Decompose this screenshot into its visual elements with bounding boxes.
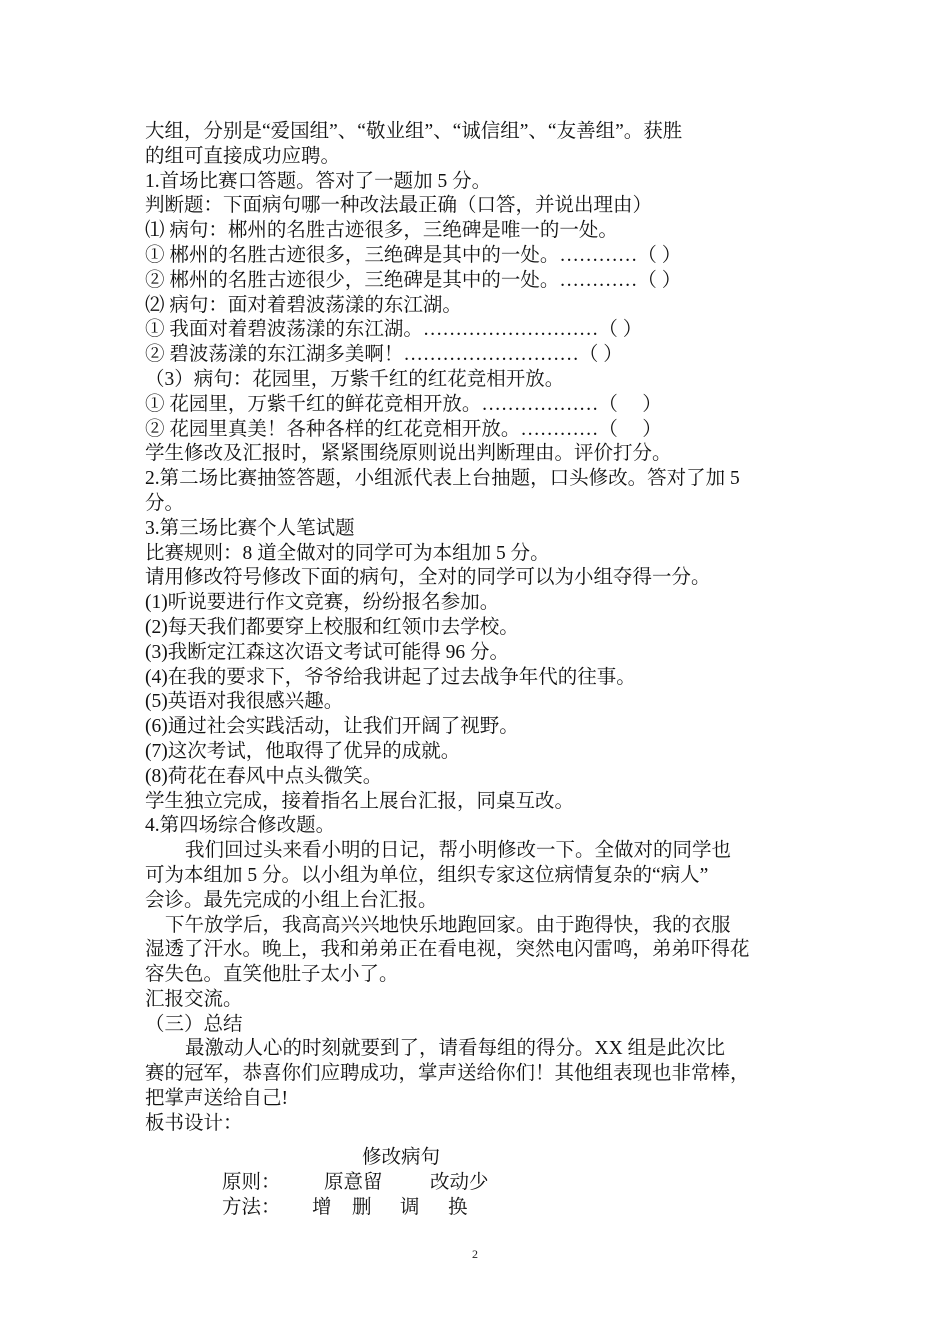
blackboard-item: 删 [352, 1197, 372, 1218]
text-line: 分。 [145, 492, 185, 514]
document-body [145, 120, 815, 1137]
option-line: ① 花园里，万紫千红的鲜花竞相开放。………………（ ） [145, 393, 662, 415]
blackboard-item: 原意留 [324, 1172, 383, 1193]
option-line: ① 郴州的名胜古迹很多，三绝碑是其中的一处。…………（ ） [145, 244, 682, 266]
blackboard-item: 改动少 [430, 1172, 489, 1193]
diary-line: 容失色。直笑他肚子太小了。 [145, 964, 399, 986]
sentence-item: (5)英语对我很感兴趣。 [145, 691, 344, 713]
question-line: （3）病句：花园里，万紫千红的红花竞相开放。 [145, 368, 565, 390]
page-number: 2 [472, 1247, 478, 1261]
text-line: 判断题：下面病句哪一种改法最正确（口答，并说出理由） [145, 195, 653, 217]
section-heading: 3.第三场比赛个人笔试题 [145, 517, 355, 539]
sentence-item: (6)通过社会实践活动，让我们开阔了视野。 [145, 716, 519, 738]
text-line: 请用修改符号修改下面的病句，全对的同学可以为小组夺得一分。 [145, 567, 711, 589]
blackboard-label: 方法： [222, 1197, 281, 1218]
blackboard-item: 换 [448, 1197, 468, 1218]
sentence-item: (2)每天我们都要穿上校服和红领巾去学校。 [145, 616, 519, 638]
sentence-item: (4)在我的要求下，爷爷给我讲起了过去战争年代的往事。 [145, 666, 636, 688]
blackboard-label: 原则： [222, 1172, 281, 1193]
text-line: 赛的冠军，恭喜你们应聘成功，掌声送给你们！其他组表现也非常棒， [145, 1063, 750, 1085]
text-line: 学生修改及汇报时，紧紧围绕原则说出判断理由。评价打分。 [145, 443, 672, 465]
text-line: 把掌声送给自己! [145, 1088, 288, 1110]
text-line: 汇报交流。 [145, 988, 243, 1010]
question-line: ⑴ 病句：郴州的名胜古迹很多，三绝碑是唯一的一处。 [145, 220, 618, 242]
option-line: ① 我面对着碧波荡漾的东江湖。………………………（ ） [145, 319, 643, 341]
text-line: 的组可直接成功应聘。 [145, 145, 341, 167]
section-heading: 2.第二场比赛抽签答题，小组派代表上台抽题，口头修改。答对了加 5 [145, 468, 740, 490]
text-line: 比赛规则：8 道全做对的同学可为本组加 5 分。 [145, 542, 550, 564]
sentence-item: (1)听说要进行作文竞赛，纷纷报名参加。 [145, 592, 500, 614]
text-line: 大组，分别是“爱国组”、“敬业组”、“诚信组”、“友善组”。获胜 [145, 121, 683, 142]
section-heading: 4.第四场综合修改题。 [145, 815, 336, 837]
sentence-item: (8)荷花在春风中点头微笑。 [145, 765, 383, 787]
blackboard-row-principle [222, 1170, 489, 1195]
text-line: 板书设计： [145, 1112, 243, 1134]
blackboard-item: 调 [400, 1197, 420, 1218]
text-line: 最激动人心的时刻就要到了，请看每组的得分。XX 组是此次比 [185, 1038, 726, 1060]
option-line: ② 花园里真美！各种各样的红花竞相开放。…………（ ） [145, 418, 662, 440]
section-heading: 1.首场比赛口答题。答对了一题加 5 分。 [145, 170, 492, 192]
question-line: ⑵ 病句：面对着碧波荡漾的东江湖。 [145, 294, 462, 316]
text-line: 学生独立完成，接着指名上展台汇报，同桌互改。 [145, 790, 575, 812]
section-heading: （三）总结 [145, 1013, 243, 1035]
option-line: ② 碧波荡漾的东江湖多美啊！………………………（ ） [145, 344, 623, 366]
sentence-item: (7)这次考试，他取得了优异的成就。 [145, 740, 461, 762]
blackboard-item: 增 [312, 1197, 332, 1218]
blackboard-title: 修改病句 [362, 1147, 441, 1168]
text-line: 我们回过头来看小明的日记，帮小明修改一下。全做对的同学也 [185, 840, 732, 862]
option-line: ② 郴州的名胜古迹很少，三绝碑是其中的一处。…………（ ） [145, 269, 682, 291]
blackboard-row-method [222, 1195, 468, 1220]
text-line: 会诊。最先完成的小组上台汇报。 [145, 889, 438, 911]
diary-line: 湿透了汗水。晚上，我和弟弟正在看电视，突然电闪雷鸣，弟弟吓得花 [145, 939, 750, 961]
text-line: 可为本组加 5 分。以小组为单位，组织专家这位病情复杂的“病人” [145, 864, 709, 886]
diary-line: 下午放学后，我高高兴兴地快乐地跑回家。由于跑得快，我的衣服 [165, 914, 731, 936]
sentence-item: (3)我断定江森这次语文考试可能得 96 分。 [145, 641, 509, 663]
